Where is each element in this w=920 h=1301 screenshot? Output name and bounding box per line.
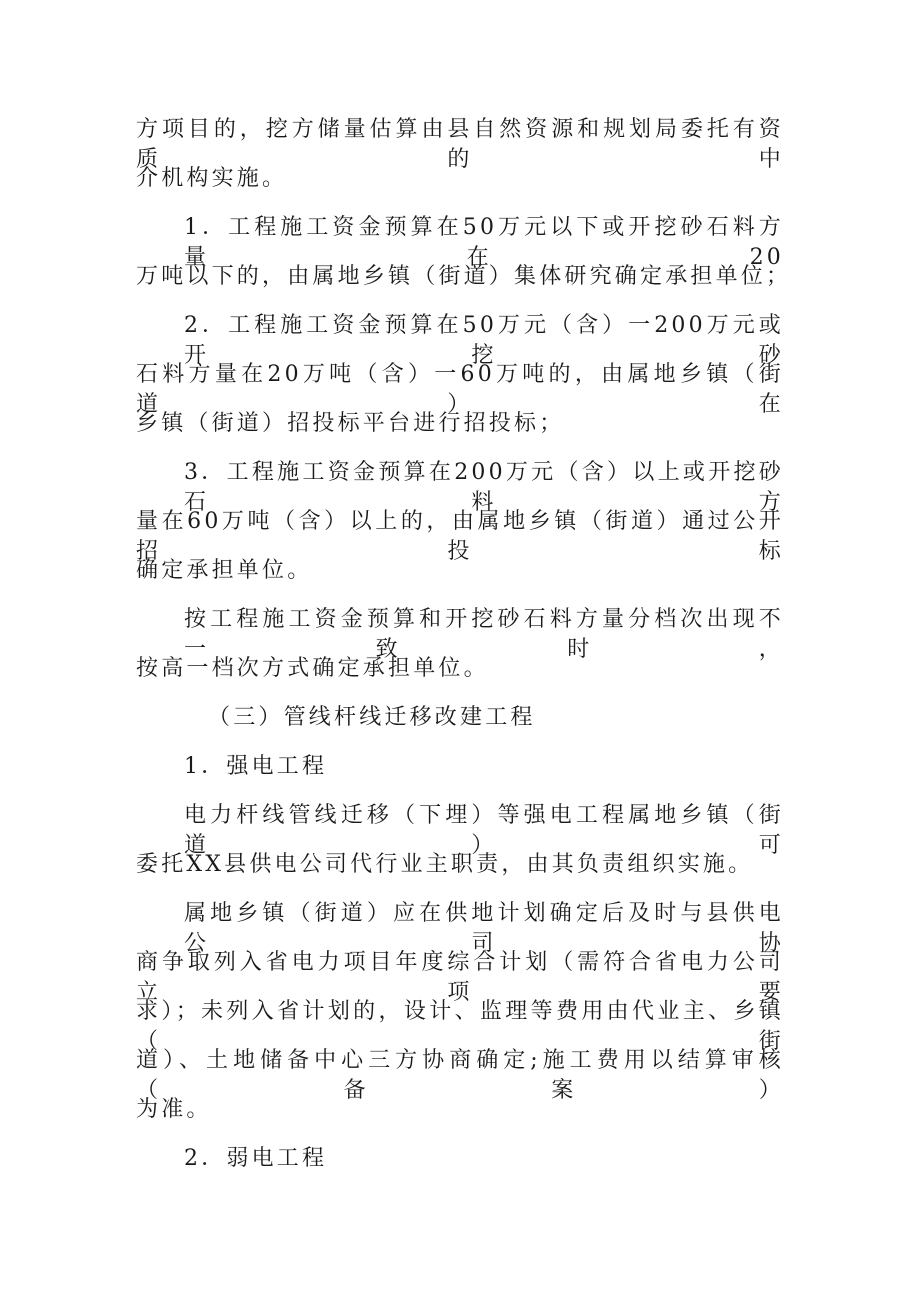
list-item-line: 确定承担单位。 — [136, 558, 313, 583]
list-item-line: 1．工程施工资金预算在50万元以下或开挖砂石料方量在20 — [184, 215, 784, 270]
paragraph-line: 按工程施工资金预算和开挖砂石料方量分档次出现不一致时， — [184, 607, 784, 662]
list-item-line: 量在60万吨（含）以上的，由属地乡镇（街道）通过公开招投标 — [136, 509, 784, 564]
paragraph-line: 委托XX县供电公司代行业主职责，由其负责组织实施。 — [136, 852, 754, 877]
paragraph-line: 求）；未列入省计划的，设计、监理等费用由代业主、乡镇（街 — [136, 999, 784, 1054]
section-heading: （三）管线杆线迁移改建工程 — [208, 705, 536, 730]
paragraph-line: 道）、土地储备中心三方协商确定;施工费用以结算审核（备案） — [136, 1048, 784, 1103]
list-item-line: 2．工程施工资金预算在50万元（含）一200万元或开挖砂 — [184, 313, 784, 368]
list-item-line: 3．工程施工资金预算在200万元（含）以上或开挖砂石料方 — [184, 460, 784, 515]
paragraph-line: 方项目的，挖方储量估算由县自然资源和规划局委托有资质的中 — [136, 117, 784, 172]
paragraph-line: 属地乡镇（街道）应在供地计划确定后及时与县供电公司协 — [184, 901, 784, 956]
paragraph-line: 介机构实施。 — [136, 166, 288, 191]
paragraph-line: 商争取列入省电力项目年度综合计划（需符合省电力公司立项要 — [136, 950, 784, 1005]
list-item-line: 乡镇（街道）招投标平台进行招投标； — [136, 411, 565, 436]
paragraph-line: 为准。 — [136, 1097, 212, 1122]
list-item-line: 石料方量在20万吨（含）一60万吨的，由属地乡镇（街道）在 — [136, 362, 784, 417]
subsection-heading: 1．强电工程 — [184, 754, 328, 779]
paragraph-line: 按高一档次方式确定承担单位。 — [136, 656, 489, 681]
paragraph-line: 电力杆线管线迁移（下埋）等强电工程属地乡镇（街道）可 — [184, 803, 784, 858]
subsection-heading: 2．弱电工程 — [184, 1146, 328, 1171]
list-item-line: 万吨以下的，由属地乡镇（街道）集体研究确定承担单位； — [136, 264, 792, 289]
